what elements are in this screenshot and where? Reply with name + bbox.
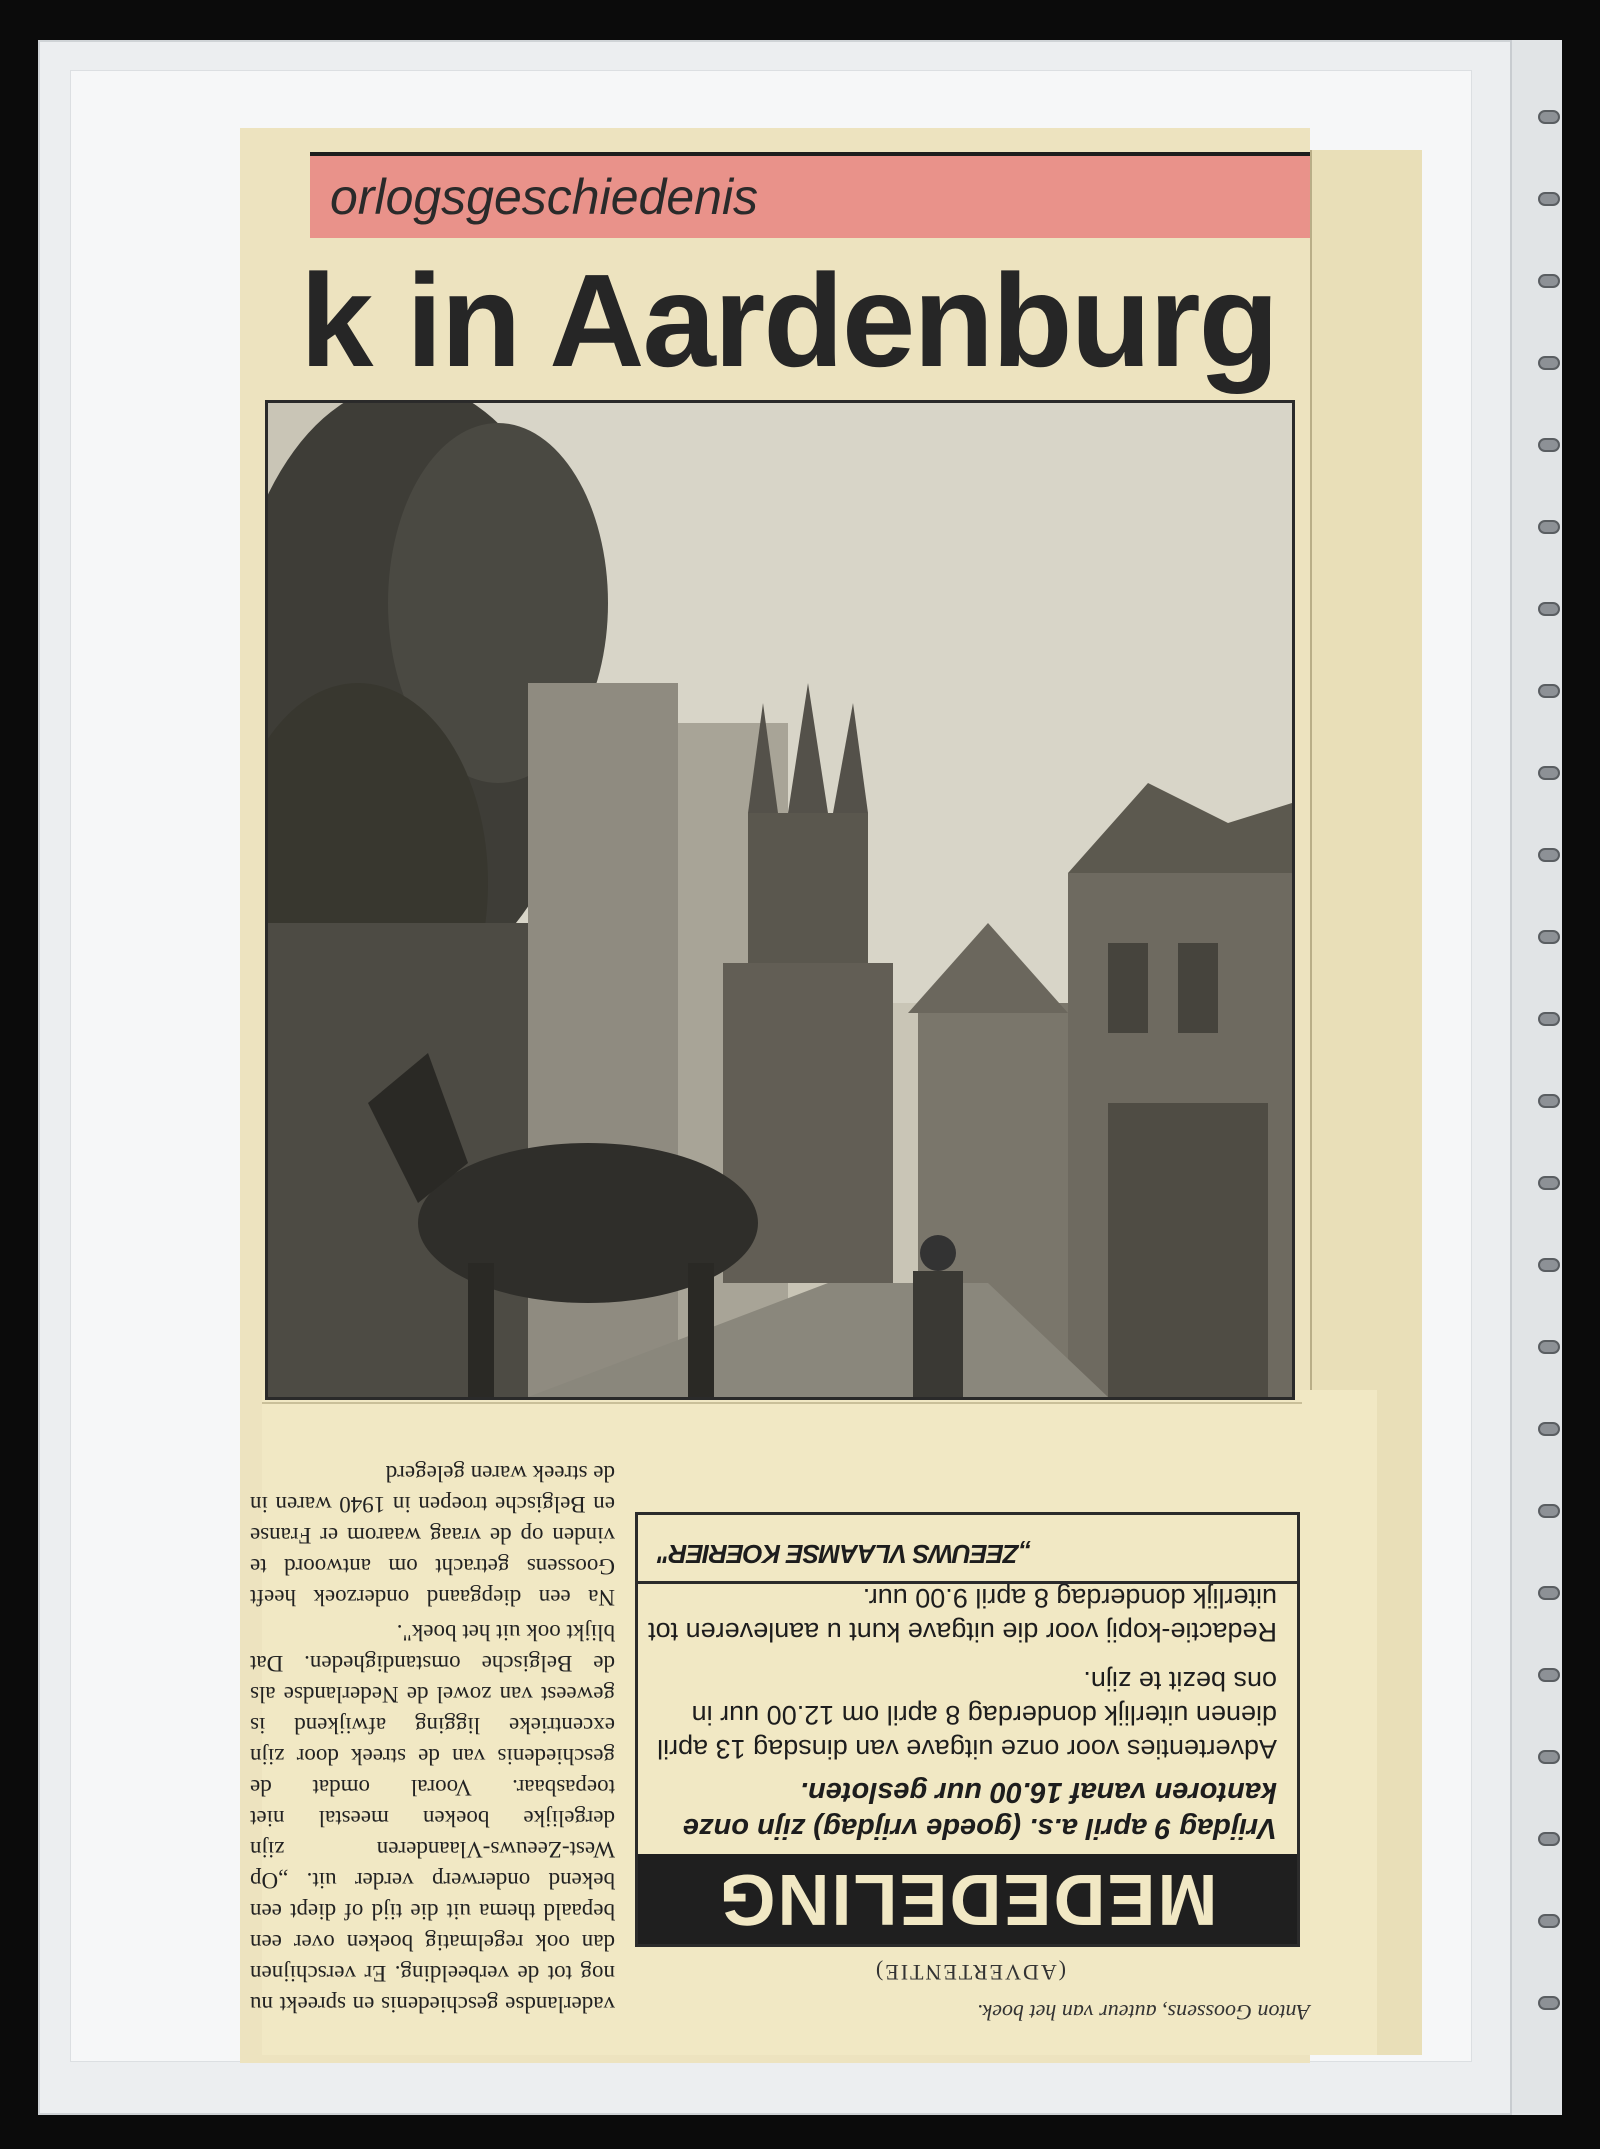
newspaper-photo — [265, 400, 1295, 1400]
binder-ring — [1538, 1258, 1560, 1272]
upside-down-section — [250, 1461, 1310, 2040]
closing-notice: Vrijdag 9 april a.s. (goede vrijdag) zijn onze kantoren vanaf 16.00 uur gesloten. — [682, 1776, 1277, 1844]
advertisement-deadline: Advertenties voor onze uitgave van dinsdag 13 april dienen uiterlijk donderdag 8 april om 12.00 uur in ons bezit te zijn. — [657, 1666, 1277, 1764]
binder-ring — [1538, 520, 1560, 534]
binder-ring — [1538, 1668, 1560, 1682]
binder-ring — [1538, 1094, 1560, 1108]
advertisement-footer — [638, 1515, 1297, 1584]
binder-ring — [1538, 356, 1560, 370]
binder-ring — [1538, 192, 1560, 206]
section-divider — [262, 1402, 1302, 1404]
newspaper-name: „ZEEUWS VLAAMSE KOERIER" — [658, 1539, 1031, 1569]
binder-ring — [1538, 1832, 1560, 1846]
binder-ring — [1538, 1914, 1560, 1928]
binder-ring — [1538, 930, 1560, 944]
binder-ring — [1538, 274, 1560, 288]
article-column — [250, 1454, 615, 2020]
binder-ring — [1538, 1176, 1560, 1190]
binder-ring — [1538, 684, 1560, 698]
headline: k in Aardenburg — [300, 247, 1278, 394]
binder-strip — [1510, 40, 1562, 2115]
category-bar — [310, 152, 1310, 238]
advertisement — [630, 1505, 1310, 2025]
binder-ring — [1538, 1586, 1560, 1600]
editorial-deadline: Redactie-kopij voor die uitgave kunt u aanleveren tot uiterlijk donderdag 8 april 9.00 uur. — [648, 1583, 1277, 1647]
advertisement-banner: MEDEDELING — [638, 1854, 1297, 1944]
binder-ring — [1538, 766, 1560, 780]
photo-caption: Anton Goossens, auteur van het boek. — [977, 2000, 1310, 2025]
binder-ring — [1538, 1996, 1560, 2010]
binder-ring — [1538, 438, 1560, 452]
binder-ring — [1538, 110, 1560, 124]
article-paragraph: vaderlandse geschiedenis en spreekt nu nog tot de verbeelding. Er verschijnen dan ook regelmatig boeken over een bepaald thema uit die tijd of diept een bekend onderwerp verder uit. „Op West-Zeeuws-Vlaanderen zijn dergelijke boeken meestal niet toepasbaar. Vooral omdat de geschiedenis van de streek door zijn excentrieke ligging afwijkend is geweest van zowel de Nederlandse als de Belgische omstandigheden. Dat blijkt ook uit het boek". — [250, 1620, 615, 2017]
binder-ring — [1538, 1750, 1560, 1764]
binder-ring — [1538, 1340, 1560, 1354]
binder-ring — [1538, 848, 1560, 862]
category-label: orlogsgeschiedenis — [330, 169, 759, 225]
binder-ring — [1538, 1012, 1560, 1026]
advertisement-label: (ADVERTENTIE) — [873, 1960, 1067, 1985]
binder-ring — [1538, 602, 1560, 616]
binder-ring — [1538, 1504, 1560, 1518]
binder-ring — [1538, 1422, 1560, 1436]
street-scene-photo — [268, 403, 1292, 1397]
article-paragraph: Na een diepgaand onderzoek heeft Goossens getracht om antwoord te vinden op de vraag waarom er Franse en Belgische troepen in 1940 waren in de streek waren gelegerd — [250, 1461, 615, 1610]
advertisement-box — [635, 1512, 1300, 1947]
